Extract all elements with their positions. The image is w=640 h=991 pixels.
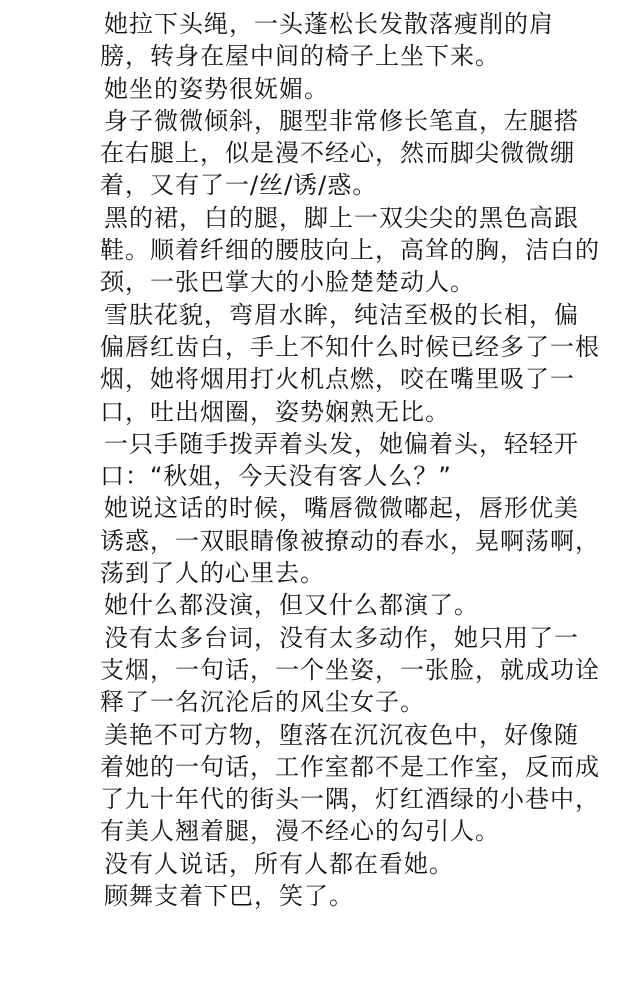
text-line: 膀，转身在屋中间的椅子上坐下来。 [100, 42, 500, 71]
text-line: 支烟，一句话，一个坐姿，一张脸，就成功诠 [100, 655, 600, 684]
text-line: 着她的一句话，工作室都不是工作室，反而成 [100, 752, 600, 781]
paragraph [100, 719, 624, 848]
paragraph [104, 589, 624, 621]
text-line: 一只手随手拨弄着头发，她偏着头，轻轻开 [104, 429, 579, 458]
paragraph [104, 880, 624, 912]
text-line: 了九十年代的街头一隅，灯红酒绿的小巷中， [100, 785, 600, 814]
text-line: 雪肤花貌，弯眉水眸，纯洁至极的长相，偏 [104, 300, 579, 329]
text-line: 身子微微倾斜，腿型非常修长笔直，左腿搭 [104, 106, 579, 135]
text-line: 没有人说话，所有人都在看她。 [104, 849, 454, 878]
text-line: 没有太多台词，没有太多动作，她只用了一 [104, 623, 579, 652]
text-line: 在右腿上，似是漫不经心，然而脚尖微微绷 [100, 139, 575, 168]
text-line: 烟，她将烟用打火机点燃，咬在嘴里吸了一 [100, 365, 575, 394]
paragraph [104, 73, 624, 105]
text-line: 有美人翘着腿，漫不经心的勾引人。 [100, 817, 500, 846]
text-line: 她拉下头绳，一头蓬松长发散落瘦削的肩 [104, 10, 554, 38]
text-line: 荡到了人的心里去。 [100, 559, 325, 588]
text-line: 黑的裙，白的腿，脚上一双尖尖的黑色高跟 [104, 203, 579, 232]
text-line: 着，又有了一/丝/诱/惑。 [100, 171, 378, 200]
text-line: 美艳不可方物，堕落在沉沉夜色中，好像随 [104, 720, 579, 749]
paragraph [104, 848, 624, 880]
text-line: 诱惑，一双眼睛像被撩动的春水，晃啊荡啊， [100, 526, 600, 555]
text-line: 鞋。顺着纤细的腰肢向上，高耸的胸，洁白的 [100, 236, 600, 265]
paragraph [100, 299, 624, 428]
text-line: 颈，一张巴掌大的小脸楚楚动人。 [100, 268, 475, 297]
text-line: 释了一名沉沦后的风尘女子。 [100, 688, 425, 717]
article-body [100, 8, 624, 912]
paragraph [100, 428, 624, 493]
paragraph [100, 105, 624, 202]
paragraph [100, 202, 624, 299]
text-line: 顾舞支着下巴，笑了。 [104, 882, 354, 911]
text-line: 口：“秋姐，今天没有客人么？” [100, 462, 452, 491]
paragraph [100, 492, 624, 589]
text-line: 她什么都没演，但又什么都演了。 [104, 591, 479, 620]
text-line: 她说这话的时候，嘴唇微微嘟起，唇形优美 [104, 494, 579, 523]
text-line: 偏唇红齿白，手上不知什么时候已经多了一根 [100, 332, 600, 361]
text-line: 她坐的姿势很妩媚。 [104, 74, 329, 103]
paragraph [100, 622, 624, 719]
text-line: 口，吐出烟圈，姿势娴熟无比。 [100, 397, 450, 426]
paragraph [100, 8, 624, 73]
